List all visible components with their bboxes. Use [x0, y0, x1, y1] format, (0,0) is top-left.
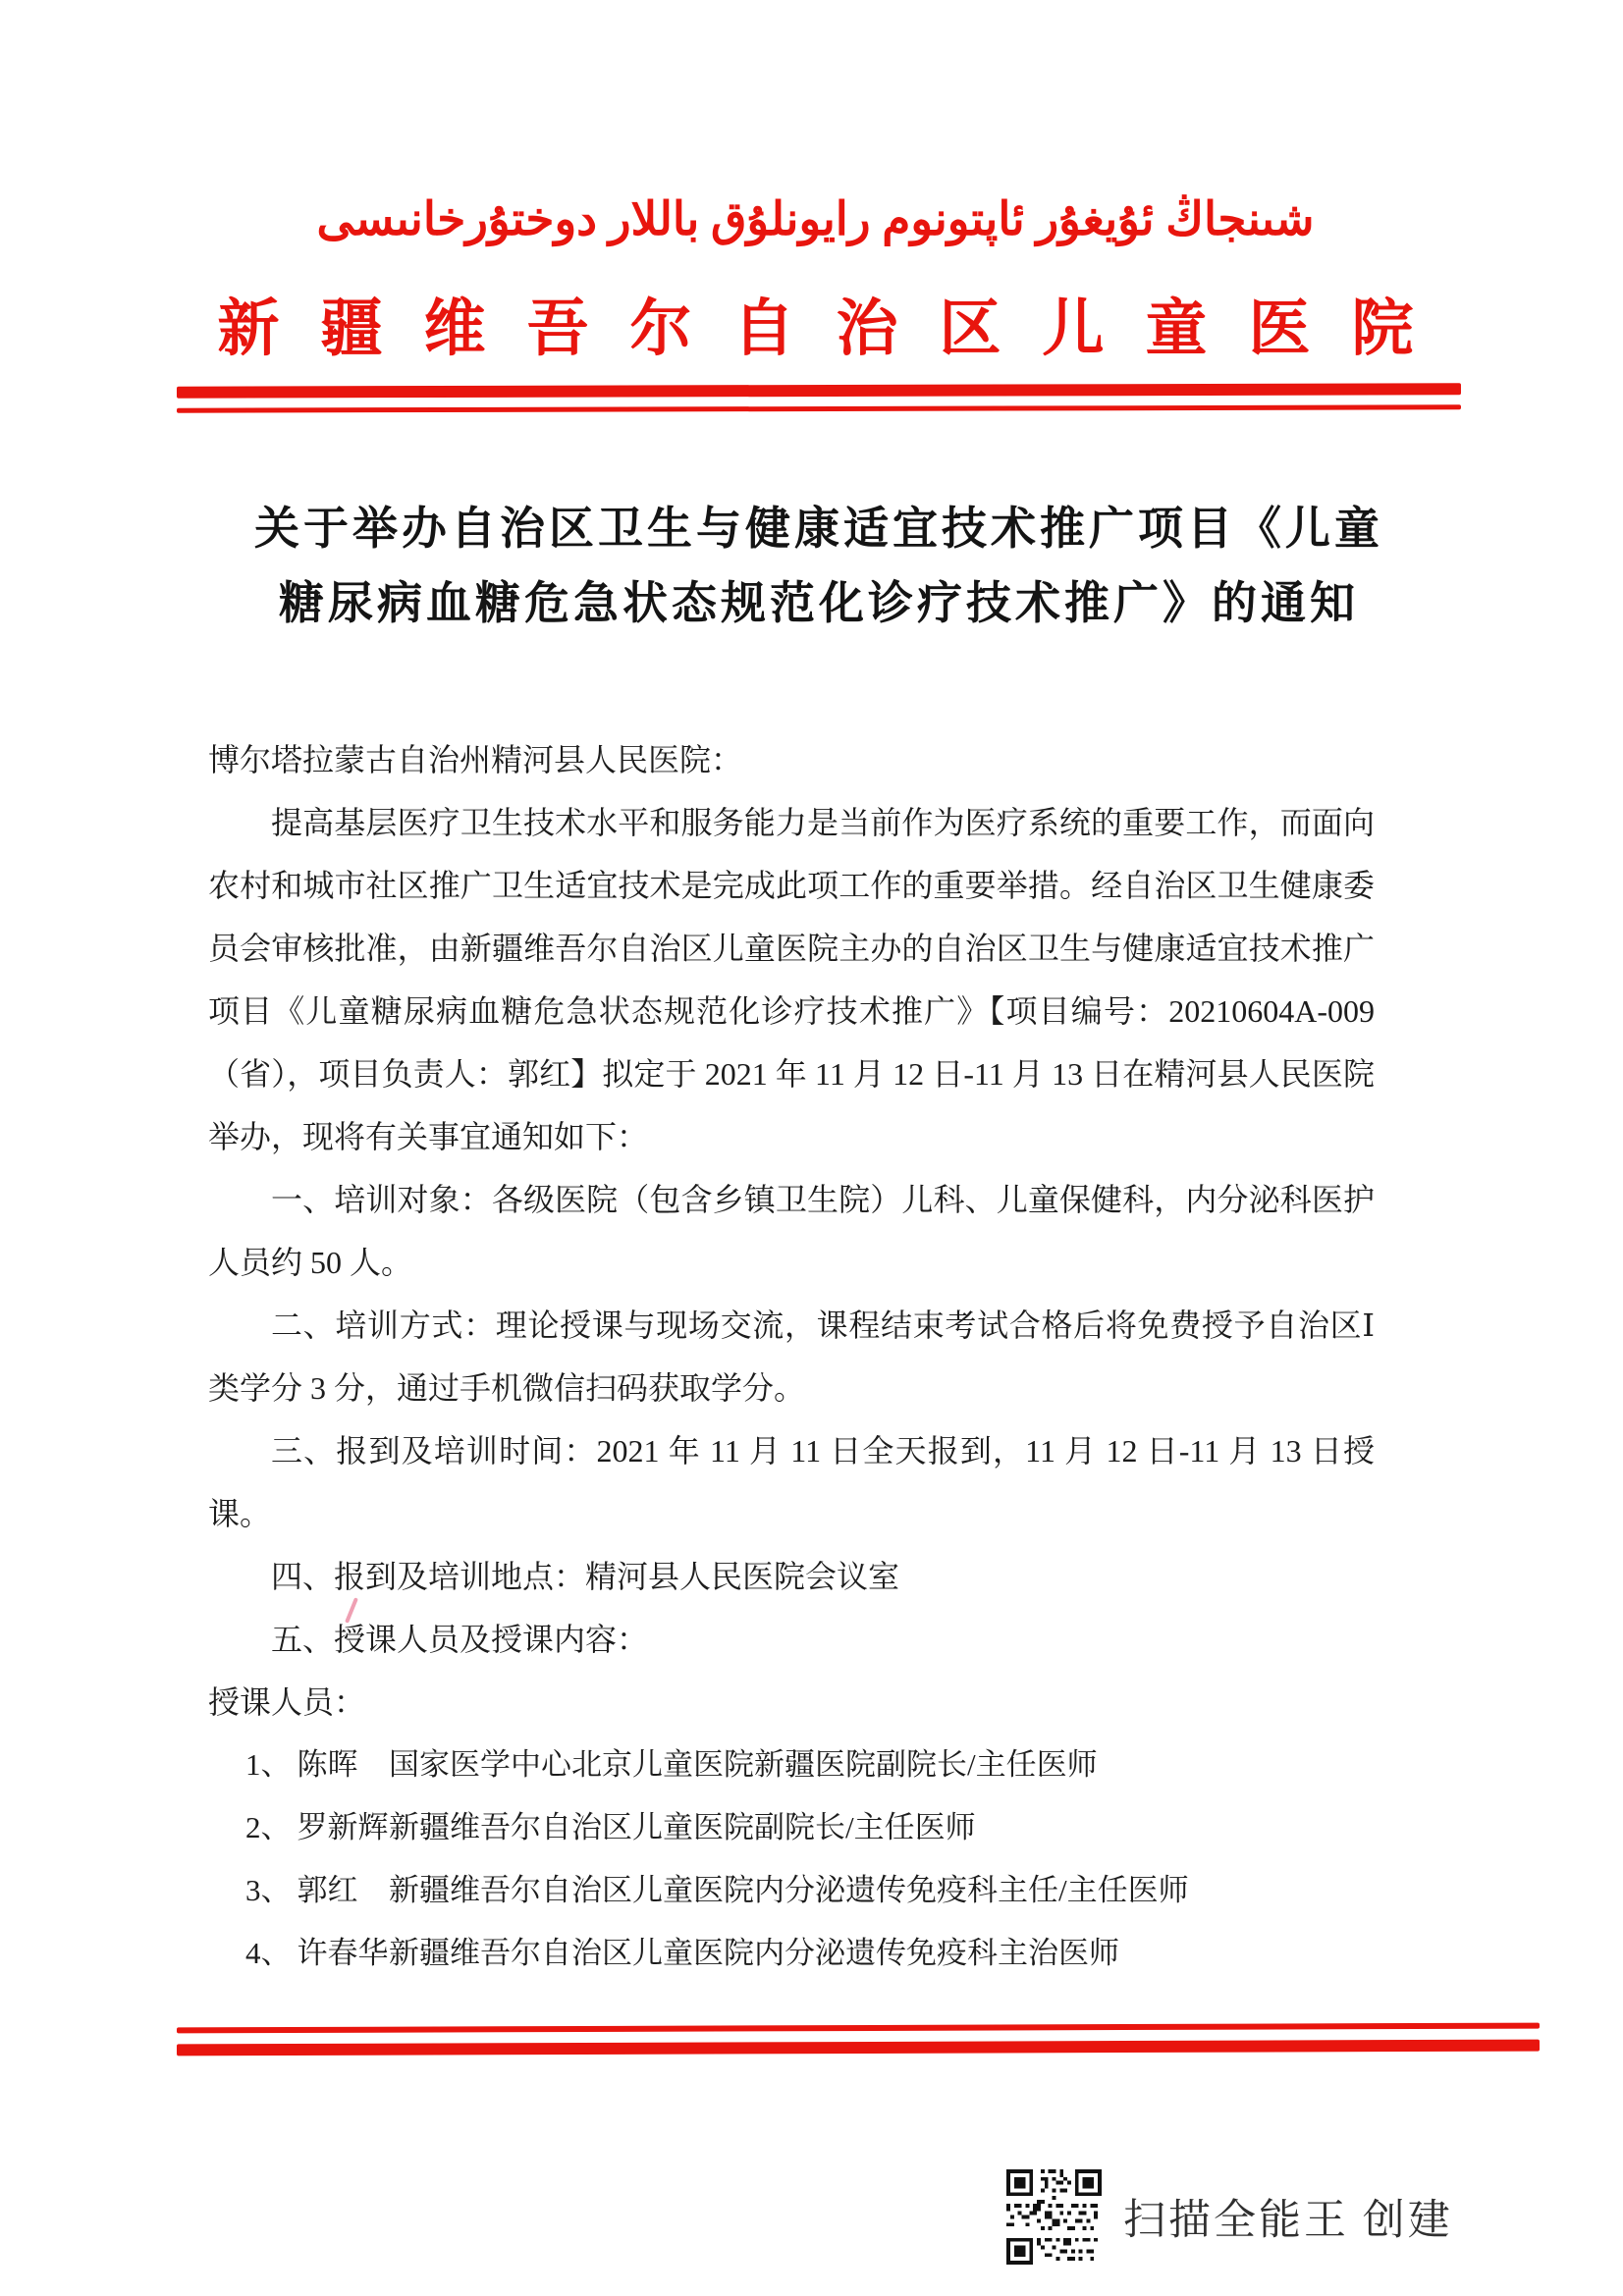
- lecturer-name: 罗新辉: [297, 1810, 389, 1844]
- letterhead-rule-thick: [177, 383, 1461, 398]
- document-title-line2: 糖尿病血糖危急状态规范化诊疗技术推广》的通知: [279, 576, 1359, 629]
- lecturer-row: [208, 1734, 1375, 1796]
- document-title: [177, 491, 1461, 640]
- lecturer-row: [208, 1796, 1375, 1859]
- qr-code-icon: [1006, 2169, 1102, 2265]
- hospital-name-chinese: 新疆维吾尔自治区儿童医院: [217, 294, 1455, 363]
- document-title-line1: 关于举办自治区卫生与健康适宜技术推广项目《儿童: [254, 502, 1383, 555]
- lecturer-number: 1、: [245, 1747, 292, 1782]
- footer-rule-thin: [177, 2023, 1540, 2034]
- lecturers-label: 授课人员：: [208, 1684, 366, 1720]
- lecturer-number: 3、: [245, 1873, 292, 1907]
- scanner-watermark: [1006, 2169, 1453, 2265]
- lecturer-title: 新疆维吾尔自治区儿童医院内分泌遗传免疫科主治医师: [389, 1936, 1119, 1970]
- letterhead-rule-thin: [177, 404, 1461, 412]
- lecturer-row: [208, 1922, 1375, 1985]
- lecturer-name: 陈晖: [297, 1747, 358, 1782]
- lecturer-number: 2、: [245, 1810, 292, 1844]
- intro-paragraph: 提高基层医疗卫生技术水平和服务能力是当前作为医疗系统的重要工作，而面向农村和城市社区推广卫生适宜技术是完成此项工作的重要举措。经自治区卫生健康委员会审核批准，由新疆维吾尔自治区儿童医院主办的自治区卫生与健康适宜技术推广项目《儿童糖尿病血糖危急状态规范化诊疗技术推广》【项目编号：20210604A-009（省），项目负责人：郭红】拟定于 2021 年 11 月 12 日-11 月 13 日在精河县人民医院举办，现将有关事宜通知如下：: [208, 805, 1375, 1154]
- lecturer-row: [208, 1859, 1375, 1922]
- item-lecturers-content: 五、授课人员及授课内容：: [271, 1622, 649, 1657]
- item-training-target: 一、培训对象：各级医院（包含乡镇卫生院）儿科、儿童保健科，内分泌科医护人员约 50 人。: [208, 1182, 1375, 1280]
- lecturer-name: 许春华: [297, 1936, 389, 1970]
- hospital-name-uyghur: شىنجاڭ ئۇيغۇر ئاپتونوم رايونلۇق باللار دوختۇرخانىسى: [316, 194, 1315, 245]
- salutation: 博尔塔拉蒙古自治州精河县人民医院：: [208, 742, 743, 777]
- lecturer-title: 国家医学中心北京儿童医院新疆医院副院长/主任医师: [389, 1747, 1098, 1782]
- document-body: [208, 728, 1375, 1985]
- scanner-caption: 扫描全能王 创建: [1123, 2198, 1453, 2244]
- lecturer-number: 4、: [245, 1936, 292, 1970]
- footer-rule-thick: [177, 2040, 1540, 2056]
- lecturer-title: 新疆维吾尔自治区儿童医院内分泌遗传免疫科主任/主任医师: [389, 1873, 1189, 1907]
- lecturer-name: 郭红: [297, 1873, 358, 1907]
- lecturer-title: 新疆维吾尔自治区儿童医院副院长/主任医师: [389, 1810, 976, 1844]
- item-training-time: 三、报到及培训时间：2021 年 11 月 11 日全天报到，11 月 12 日-11 月 13 日授课。: [208, 1433, 1375, 1531]
- item-training-method: 二、培训方式：理论授课与现场交流，课程结束考试合格后将免费授予自治区Ⅰ类学分 3 分，通过手机微信扫码获取学分。: [208, 1308, 1375, 1406]
- item-training-location: 四、报到及培训地点：精河县人民医院会议室: [271, 1559, 900, 1594]
